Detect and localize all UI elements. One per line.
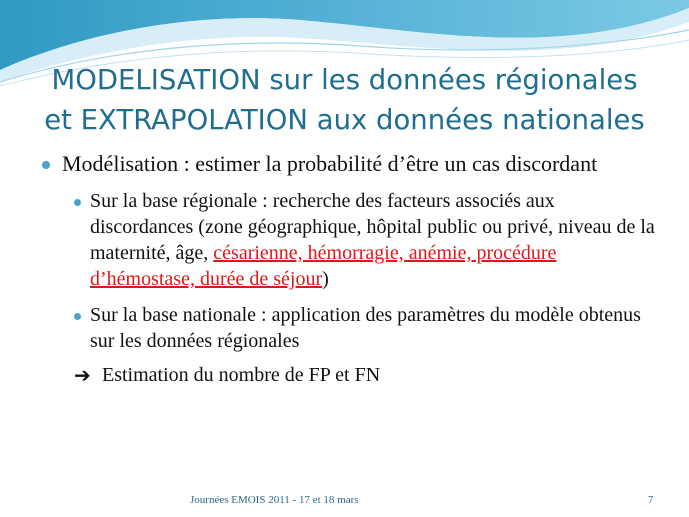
sub-bullet-national xyxy=(40,302,660,354)
bullet-text: Modélisation : estimer la probabilité d’être un cas discordant xyxy=(62,151,598,176)
bullet-dot-icon xyxy=(74,199,81,206)
bullet-dot-icon xyxy=(74,313,81,320)
title-line-2: et EXTRAPOLATION aux données nationales xyxy=(44,104,645,136)
slide-title xyxy=(0,60,689,140)
sub-bullet-text: Sur la base nationale : application des paramètres du modèle obtenus sur les données régionales xyxy=(90,304,641,352)
conclusion-text: Estimation du nombre de FP et FN xyxy=(102,364,381,386)
highlighted-factors-link[interactable]: césarienne, hémorragie, anémie, procédure d’hémostase, durée de séjour xyxy=(90,242,557,290)
sub-bullet-text: Sur la base régionale : recherche des facteurs associés aux discordances (zone géographique, hôpital public ou privé, niveau de la maternité, âge, xyxy=(90,190,655,264)
footer-text: Journées EMOIS 2011 - 17 et 18 mars xyxy=(190,494,359,506)
title-line-1: MODELISATION sur les données régionales xyxy=(51,64,638,96)
bullet-modelisation xyxy=(40,150,660,178)
bullet-dot-icon xyxy=(42,161,50,169)
sub-bullet-regional xyxy=(40,188,660,292)
page-number: 7 xyxy=(648,494,654,506)
bullet-list xyxy=(40,150,660,388)
sub-bullet-close: ) xyxy=(322,268,329,290)
right-arrow-icon: ➔ xyxy=(74,363,91,387)
conclusion-line xyxy=(40,362,660,388)
